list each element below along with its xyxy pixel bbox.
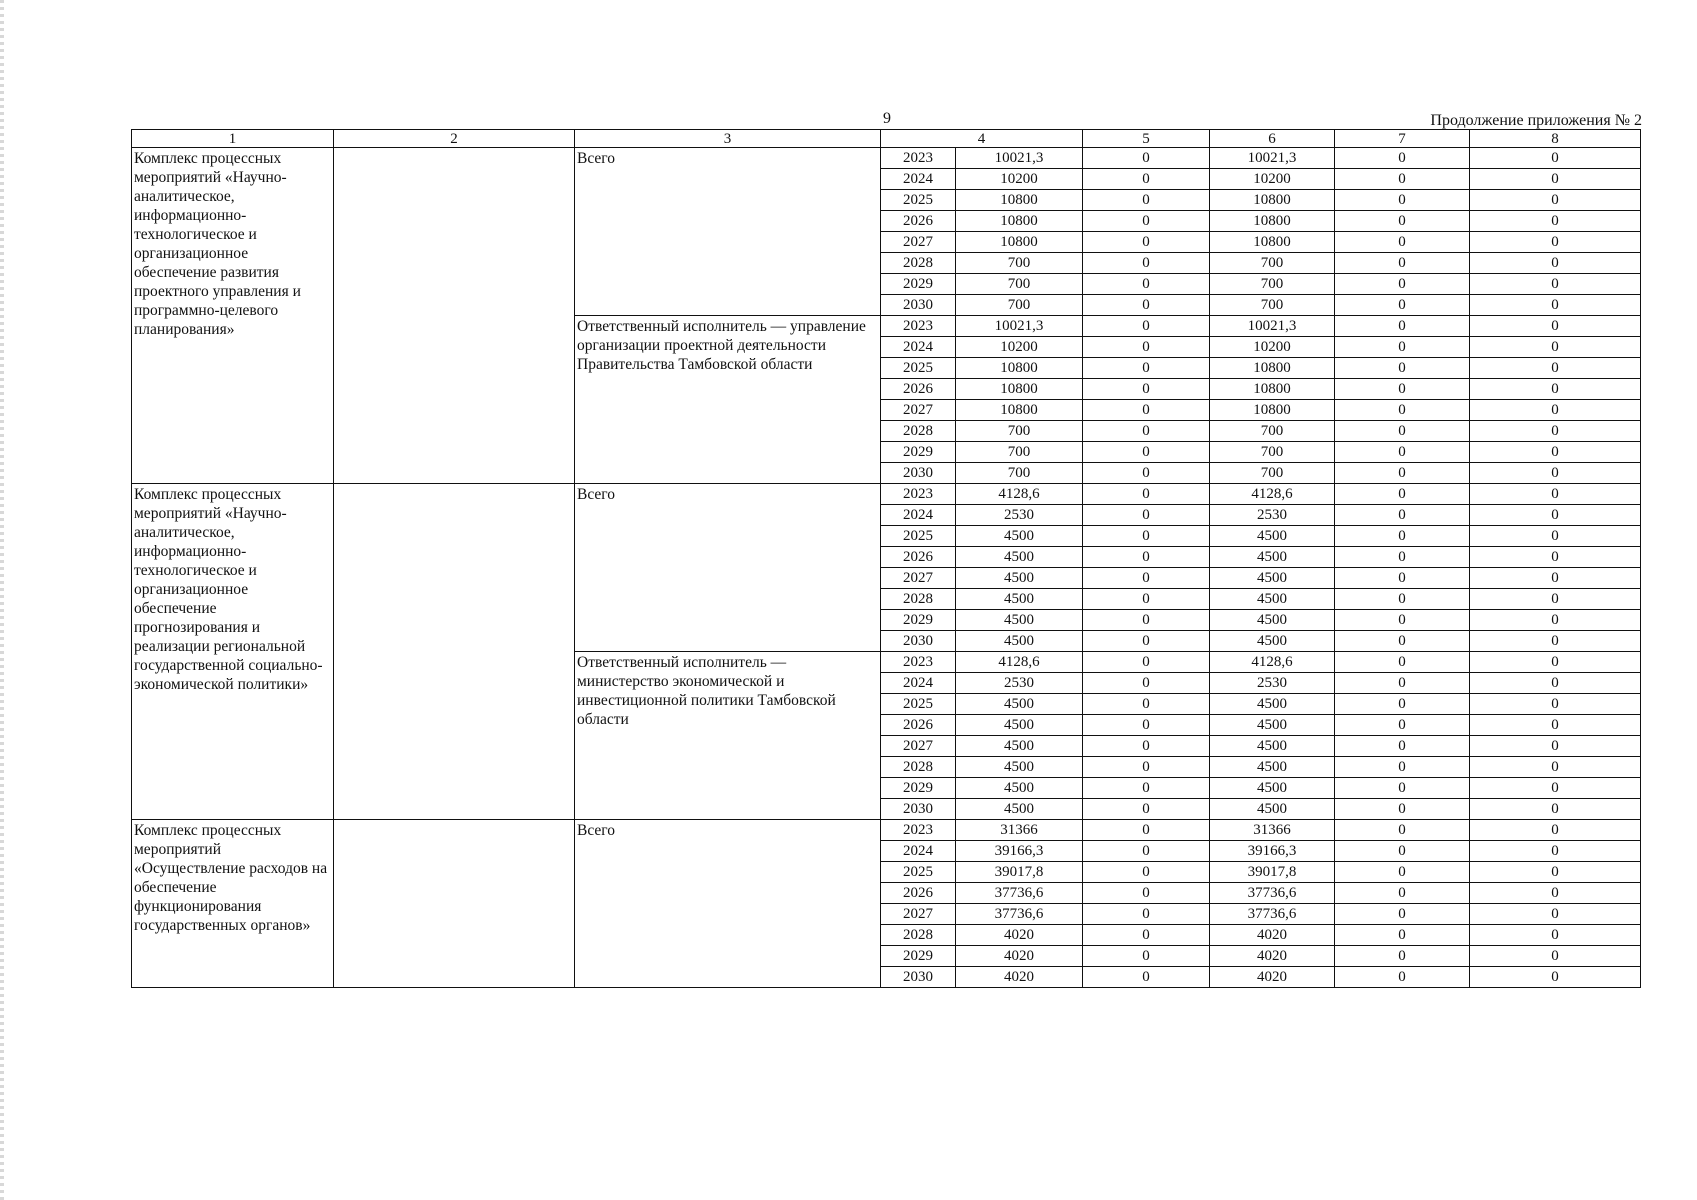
col-8-cell: 0	[1470, 589, 1641, 610]
col-5-cell: 0	[1083, 778, 1210, 799]
col-8-cell: 0	[1470, 631, 1641, 652]
col-8-cell: 0	[1470, 904, 1641, 925]
year-cell: 2026	[881, 715, 956, 736]
col-6-cell: 4500	[1210, 568, 1335, 589]
col-6-cell: 37736,6	[1210, 904, 1335, 925]
col-5-cell: 0	[1083, 652, 1210, 673]
year-cell: 2025	[881, 190, 956, 211]
col-8-cell: 0	[1470, 190, 1641, 211]
total-cell: 10021,3	[956, 148, 1083, 169]
year-cell: 2029	[881, 610, 956, 631]
table-row	[132, 820, 1641, 841]
total-cell: 10021,3	[956, 316, 1083, 337]
col-6-cell: 10800	[1210, 358, 1335, 379]
col-7-cell: 0	[1335, 652, 1470, 673]
group-label: Всего	[575, 484, 881, 652]
header-col-2: 2	[334, 130, 575, 148]
total-cell: 10800	[956, 190, 1083, 211]
year-cell: 2024	[881, 505, 956, 526]
col-7-cell: 0	[1335, 694, 1470, 715]
col-7-cell: 0	[1335, 946, 1470, 967]
header-col-6: 6	[1210, 130, 1335, 148]
col-8-cell: 0	[1470, 358, 1641, 379]
col-6-cell: 4500	[1210, 694, 1335, 715]
total-cell: 37736,6	[956, 904, 1083, 925]
total-cell: 4500	[956, 757, 1083, 778]
year-cell: 2026	[881, 211, 956, 232]
col-6-cell: 4500	[1210, 547, 1335, 568]
col-7-cell: 0	[1335, 274, 1470, 295]
col-8-cell: 0	[1470, 211, 1641, 232]
col-5-cell: 0	[1083, 736, 1210, 757]
total-cell: 4020	[956, 967, 1083, 988]
col-8-cell: 0	[1470, 463, 1641, 484]
col-7-cell: 0	[1335, 400, 1470, 421]
col-5-cell: 0	[1083, 673, 1210, 694]
year-cell: 2029	[881, 274, 956, 295]
col-8-cell: 0	[1470, 778, 1641, 799]
col-8-cell: 0	[1470, 673, 1641, 694]
year-cell: 2024	[881, 841, 956, 862]
col-6-cell: 700	[1210, 274, 1335, 295]
year-cell: 2030	[881, 631, 956, 652]
total-cell: 4500	[956, 799, 1083, 820]
total-cell: 10800	[956, 379, 1083, 400]
section-name: Комплекс процессных мероприятий «Научно-аналитическое, информационно-технологическое и организационное обеспечение прогнозирования и реализации региональной государственной социально-экономической политики»	[132, 484, 334, 820]
col-5-cell: 0	[1083, 841, 1210, 862]
col-5-cell: 0	[1083, 190, 1210, 211]
year-cell: 2024	[881, 337, 956, 358]
total-cell: 4500	[956, 568, 1083, 589]
total-cell: 10800	[956, 358, 1083, 379]
year-cell: 2028	[881, 253, 956, 274]
col-8-cell: 0	[1470, 568, 1641, 589]
col-8-cell: 0	[1470, 610, 1641, 631]
total-cell: 2530	[956, 673, 1083, 694]
year-cell: 2028	[881, 421, 956, 442]
year-cell: 2025	[881, 526, 956, 547]
col-6-cell: 4500	[1210, 610, 1335, 631]
year-cell: 2029	[881, 778, 956, 799]
col-8-cell: 0	[1470, 316, 1641, 337]
total-cell: 39166,3	[956, 841, 1083, 862]
col-7-cell: 0	[1335, 736, 1470, 757]
col-6-cell: 4020	[1210, 925, 1335, 946]
col-5-cell: 0	[1083, 925, 1210, 946]
col-6-cell: 10800	[1210, 232, 1335, 253]
col-7-cell: 0	[1335, 463, 1470, 484]
section-name: Комплекс процессных мероприятий «Осуществление расходов на обеспечение функционирования государственных органов»	[132, 820, 334, 988]
col-6-cell: 4020	[1210, 946, 1335, 967]
col-6-cell: 39017,8	[1210, 862, 1335, 883]
col-7-cell: 0	[1335, 211, 1470, 232]
col-7-cell: 0	[1335, 883, 1470, 904]
year-cell: 2028	[881, 589, 956, 610]
total-cell: 2530	[956, 505, 1083, 526]
col-8-cell: 0	[1470, 442, 1641, 463]
col-7-cell: 0	[1335, 232, 1470, 253]
col-8-cell: 0	[1470, 400, 1641, 421]
col-5-cell: 0	[1083, 715, 1210, 736]
col-8-cell: 0	[1470, 862, 1641, 883]
col-7-cell: 0	[1335, 442, 1470, 463]
col-7-cell: 0	[1335, 358, 1470, 379]
group-label: Ответственный исполнитель — управление организации проектной деятельности Правительства Тамбовской области	[575, 316, 881, 484]
col-6-cell: 4500	[1210, 631, 1335, 652]
col-8-cell: 0	[1470, 505, 1641, 526]
col-5-cell: 0	[1083, 568, 1210, 589]
col-5-cell: 0	[1083, 211, 1210, 232]
col-6-cell: 4500	[1210, 526, 1335, 547]
header-col-8: 8	[1470, 130, 1641, 148]
col-7-cell: 0	[1335, 526, 1470, 547]
col-5-cell: 0	[1083, 421, 1210, 442]
col-6-cell: 700	[1210, 295, 1335, 316]
total-cell: 10200	[956, 337, 1083, 358]
total-cell: 4500	[956, 736, 1083, 757]
year-cell: 2027	[881, 904, 956, 925]
total-cell: 10800	[956, 232, 1083, 253]
col-5-cell: 0	[1083, 484, 1210, 505]
col-5-cell: 0	[1083, 295, 1210, 316]
total-cell: 39017,8	[956, 862, 1083, 883]
year-cell: 2024	[881, 673, 956, 694]
year-cell: 2023	[881, 484, 956, 505]
total-cell: 10800	[956, 211, 1083, 232]
header-col-5: 5	[1083, 130, 1210, 148]
col-8-cell: 0	[1470, 736, 1641, 757]
total-cell: 4500	[956, 526, 1083, 547]
year-cell: 2028	[881, 925, 956, 946]
year-cell: 2030	[881, 967, 956, 988]
col-6-cell: 2530	[1210, 673, 1335, 694]
total-cell: 700	[956, 421, 1083, 442]
col-7-cell: 0	[1335, 715, 1470, 736]
budget-table-body	[132, 130, 1641, 988]
total-cell: 10800	[956, 400, 1083, 421]
table-row	[132, 148, 1641, 169]
col-7-cell: 0	[1335, 589, 1470, 610]
col-6-cell: 31366	[1210, 820, 1335, 841]
total-cell: 4500	[956, 778, 1083, 799]
total-cell: 4500	[956, 610, 1083, 631]
col-8-cell: 0	[1470, 526, 1641, 547]
col-6-cell: 2530	[1210, 505, 1335, 526]
col-5-cell: 0	[1083, 358, 1210, 379]
col-7-cell: 0	[1335, 316, 1470, 337]
total-cell: 4020	[956, 946, 1083, 967]
col-5-cell: 0	[1083, 232, 1210, 253]
col-7-cell: 0	[1335, 295, 1470, 316]
col-5-cell: 0	[1083, 757, 1210, 778]
col-5-cell: 0	[1083, 904, 1210, 925]
col-7-cell: 0	[1335, 568, 1470, 589]
col-5-cell: 0	[1083, 883, 1210, 904]
col-5-cell: 0	[1083, 505, 1210, 526]
col-7-cell: 0	[1335, 862, 1470, 883]
col-5-cell: 0	[1083, 862, 1210, 883]
header-col-3: 3	[575, 130, 881, 148]
col-6-cell: 10800	[1210, 379, 1335, 400]
col-5-cell: 0	[1083, 463, 1210, 484]
total-cell: 700	[956, 274, 1083, 295]
section-col-2	[334, 148, 575, 484]
col-5-cell: 0	[1083, 610, 1210, 631]
total-cell: 10200	[956, 169, 1083, 190]
col-6-cell: 37736,6	[1210, 883, 1335, 904]
col-7-cell: 0	[1335, 820, 1470, 841]
col-7-cell: 0	[1335, 505, 1470, 526]
section-col-2	[334, 484, 575, 820]
col-8-cell: 0	[1470, 946, 1641, 967]
total-cell: 700	[956, 253, 1083, 274]
header-col-7: 7	[1335, 130, 1470, 148]
col-7-cell: 0	[1335, 967, 1470, 988]
col-5-cell: 0	[1083, 337, 1210, 358]
col-6-cell: 4500	[1210, 799, 1335, 820]
col-7-cell: 0	[1335, 673, 1470, 694]
year-cell: 2026	[881, 547, 956, 568]
col-8-cell: 0	[1470, 484, 1641, 505]
col-8-cell: 0	[1470, 295, 1641, 316]
total-cell: 31366	[956, 820, 1083, 841]
col-8-cell: 0	[1470, 337, 1641, 358]
col-7-cell: 0	[1335, 484, 1470, 505]
col-5-cell: 0	[1083, 631, 1210, 652]
year-cell: 2030	[881, 799, 956, 820]
continuation-label: Продолжение приложения № 2	[1430, 112, 1642, 129]
col-6-cell: 4500	[1210, 715, 1335, 736]
total-cell: 4128,6	[956, 484, 1083, 505]
col-8-cell: 0	[1470, 274, 1641, 295]
section-name: Комплекс процессных мероприятий «Научно-аналитическое, информационно-технологическое и организационное обеспечение развития проектного управления и программно-целевого планирования»	[132, 148, 334, 484]
col-5-cell: 0	[1083, 967, 1210, 988]
col-8-cell: 0	[1470, 883, 1641, 904]
total-cell: 4020	[956, 925, 1083, 946]
col-6-cell: 10800	[1210, 400, 1335, 421]
col-8-cell: 0	[1470, 652, 1641, 673]
col-7-cell: 0	[1335, 757, 1470, 778]
page-number: 9	[883, 110, 891, 127]
year-cell: 2026	[881, 883, 956, 904]
col-8-cell: 0	[1470, 232, 1641, 253]
col-6-cell: 4020	[1210, 967, 1335, 988]
year-cell: 2025	[881, 862, 956, 883]
total-cell: 700	[956, 463, 1083, 484]
year-cell: 2029	[881, 946, 956, 967]
table-row	[132, 484, 1641, 505]
group-label: Ответственный исполнитель — министерство экономической и инвестиционной политики Тамбовской области	[575, 652, 881, 820]
col-8-cell: 0	[1470, 715, 1641, 736]
col-8-cell: 0	[1470, 820, 1641, 841]
col-6-cell: 10800	[1210, 211, 1335, 232]
year-cell: 2028	[881, 757, 956, 778]
col-7-cell: 0	[1335, 925, 1470, 946]
col-7-cell: 0	[1335, 547, 1470, 568]
year-cell: 2030	[881, 295, 956, 316]
col-5-cell: 0	[1083, 526, 1210, 547]
col-6-cell: 700	[1210, 253, 1335, 274]
col-7-cell: 0	[1335, 778, 1470, 799]
col-6-cell: 39166,3	[1210, 841, 1335, 862]
col-5-cell: 0	[1083, 253, 1210, 274]
col-8-cell: 0	[1470, 757, 1641, 778]
budget-table	[131, 129, 1641, 988]
col-5-cell: 0	[1083, 589, 1210, 610]
col-7-cell: 0	[1335, 337, 1470, 358]
col-6-cell: 10800	[1210, 190, 1335, 211]
total-cell: 4500	[956, 694, 1083, 715]
year-cell: 2027	[881, 400, 956, 421]
col-6-cell: 4128,6	[1210, 484, 1335, 505]
col-5-cell: 0	[1083, 946, 1210, 967]
col-6-cell: 4500	[1210, 757, 1335, 778]
col-8-cell: 0	[1470, 967, 1641, 988]
year-cell: 2023	[881, 820, 956, 841]
col-5-cell: 0	[1083, 547, 1210, 568]
total-cell: 4500	[956, 589, 1083, 610]
total-cell: 700	[956, 442, 1083, 463]
year-cell: 2025	[881, 358, 956, 379]
year-cell: 2029	[881, 442, 956, 463]
year-cell: 2023	[881, 148, 956, 169]
group-label: Всего	[575, 820, 881, 988]
col-6-cell: 10021,3	[1210, 148, 1335, 169]
col-6-cell: 700	[1210, 442, 1335, 463]
col-7-cell: 0	[1335, 148, 1470, 169]
col-5-cell: 0	[1083, 442, 1210, 463]
total-cell: 4500	[956, 715, 1083, 736]
col-7-cell: 0	[1335, 841, 1470, 862]
year-cell: 2027	[881, 736, 956, 757]
year-cell: 2027	[881, 232, 956, 253]
year-cell: 2026	[881, 379, 956, 400]
col-7-cell: 0	[1335, 904, 1470, 925]
col-6-cell: 700	[1210, 463, 1335, 484]
col-6-cell: 4500	[1210, 589, 1335, 610]
section-col-2	[334, 820, 575, 988]
total-cell: 4500	[956, 631, 1083, 652]
col-7-cell: 0	[1335, 610, 1470, 631]
col-5-cell: 0	[1083, 400, 1210, 421]
col-7-cell: 0	[1335, 169, 1470, 190]
col-7-cell: 0	[1335, 190, 1470, 211]
col-8-cell: 0	[1470, 799, 1641, 820]
year-cell: 2024	[881, 169, 956, 190]
header-col-1: 1	[132, 130, 334, 148]
col-8-cell: 0	[1470, 925, 1641, 946]
total-cell: 4500	[956, 547, 1083, 568]
total-cell: 37736,6	[956, 883, 1083, 904]
col-7-cell: 0	[1335, 379, 1470, 400]
col-5-cell: 0	[1083, 379, 1210, 400]
col-6-cell: 700	[1210, 421, 1335, 442]
col-8-cell: 0	[1470, 694, 1641, 715]
col-5-cell: 0	[1083, 799, 1210, 820]
col-8-cell: 0	[1470, 169, 1641, 190]
scan-edge	[0, 0, 4, 1200]
col-7-cell: 0	[1335, 253, 1470, 274]
col-8-cell: 0	[1470, 841, 1641, 862]
year-cell: 2030	[881, 463, 956, 484]
col-6-cell: 10021,3	[1210, 316, 1335, 337]
total-cell: 700	[956, 295, 1083, 316]
col-5-cell: 0	[1083, 169, 1210, 190]
col-5-cell: 0	[1083, 148, 1210, 169]
col-7-cell: 0	[1335, 631, 1470, 652]
col-6-cell: 4128,6	[1210, 652, 1335, 673]
col-6-cell: 4500	[1210, 736, 1335, 757]
year-cell: 2023	[881, 652, 956, 673]
col-6-cell: 10200	[1210, 169, 1335, 190]
group-label: Всего	[575, 148, 881, 316]
col-5-cell: 0	[1083, 316, 1210, 337]
year-cell: 2025	[881, 694, 956, 715]
col-7-cell: 0	[1335, 421, 1470, 442]
header-row	[132, 130, 1641, 148]
total-cell: 4128,6	[956, 652, 1083, 673]
year-cell: 2023	[881, 316, 956, 337]
col-5-cell: 0	[1083, 274, 1210, 295]
col-8-cell: 0	[1470, 379, 1641, 400]
col-8-cell: 0	[1470, 253, 1641, 274]
year-cell: 2027	[881, 568, 956, 589]
col-7-cell: 0	[1335, 799, 1470, 820]
col-5-cell: 0	[1083, 820, 1210, 841]
col-5-cell: 0	[1083, 694, 1210, 715]
col-8-cell: 0	[1470, 421, 1641, 442]
col-8-cell: 0	[1470, 148, 1641, 169]
col-6-cell: 10200	[1210, 337, 1335, 358]
col-6-cell: 4500	[1210, 778, 1335, 799]
col-8-cell: 0	[1470, 547, 1641, 568]
header-col-4: 4	[881, 130, 1083, 148]
